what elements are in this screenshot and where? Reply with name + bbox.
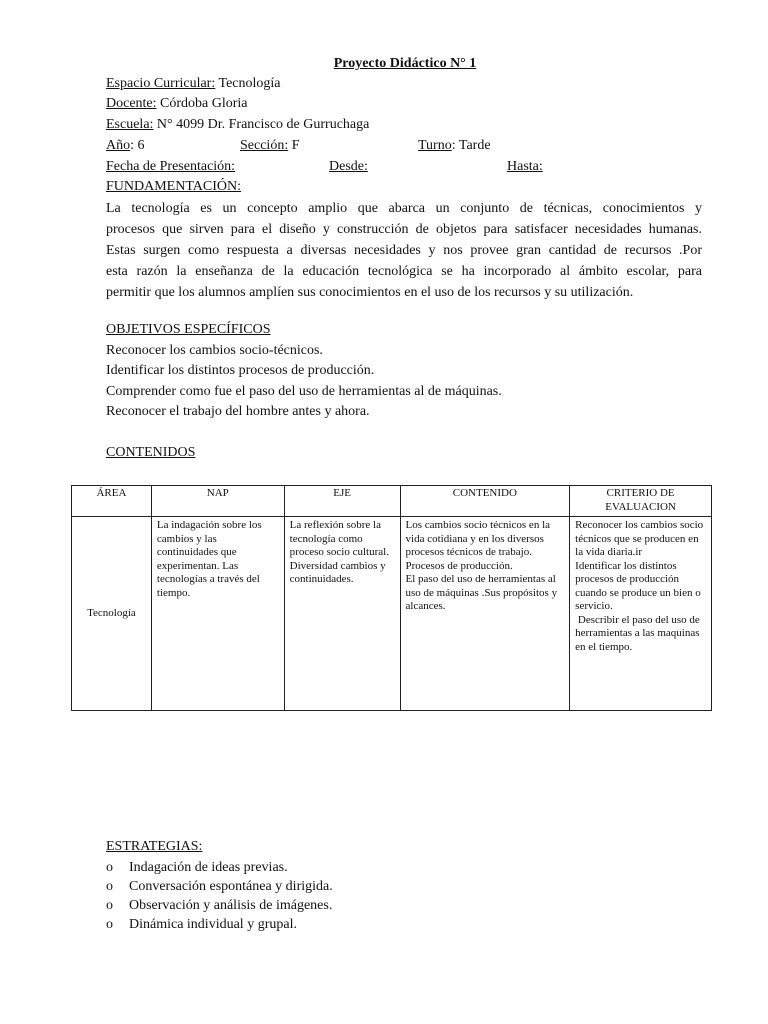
- contenidos-table: [71, 485, 712, 711]
- anio-label: Año: [106, 138, 131, 153]
- header-nap: NAP: [151, 486, 284, 517]
- objetivo-item: Reconocer el trabajo del hombre antes y ahora.: [106, 404, 370, 419]
- contenido-item: El paso del uso de herramientas al uso de máquinas .Sus propósitos y alcances.: [405, 573, 558, 612]
- fundamentacion-paragraph: [106, 198, 702, 303]
- contenido-item: Procesos de producción.: [405, 559, 513, 572]
- bullet-icon: o: [106, 898, 113, 913]
- cell-area: Tecnología: [72, 517, 152, 711]
- objetivo-item: Reconocer los cambios socio-técnicos.: [106, 343, 323, 358]
- docente-line: [106, 96, 248, 112]
- estrategia-text: Observación y análisis de imágenes.: [129, 898, 333, 913]
- objetivos-heading: OBJETIVOS ESPECÍFICOS: [106, 322, 271, 337]
- criterio-item: Reconocer los cambios socio técnicos que se producen en la vida diaria.ir: [575, 519, 704, 558]
- estrategia-text: Conversación espontánea y dirigida.: [129, 879, 333, 894]
- criterio-item: Identificar los distintos procesos de producción cuando se produce un bien o servicio.: [575, 559, 701, 612]
- fundamentacion-line: permitir que los alumnos amplíen sus conocimientos en el uso de los recursos y su utilización.: [106, 285, 634, 300]
- list-item: [106, 896, 333, 915]
- docente-value: Córdoba Gloria: [156, 96, 248, 111]
- fundamentacion-line: La tecnología es un concepto amplio que abarca un conjunto de técnicas, conocimientos y: [106, 201, 702, 216]
- escuela-line: [106, 117, 369, 133]
- hasta-label: Hasta:: [507, 159, 543, 174]
- list-item: [106, 858, 333, 877]
- bullet-icon: o: [106, 860, 113, 875]
- contenido-item: Los cambios socio técnicos en la vida cotidiana y en los diversos procesos técnicos de trabajo.: [405, 519, 551, 558]
- list-item: [106, 877, 333, 896]
- objetivo-item: Comprender como fue el paso del uso de herramientas al de máquinas.: [106, 384, 502, 399]
- cell-contenido: [400, 517, 570, 711]
- anio-field: [106, 138, 145, 154]
- cell-nap: La indagación sobre los cambios y las continuidades que experimentan. Las tecnologías a través del tiempo.: [151, 517, 284, 711]
- desde-label: Desde:: [329, 159, 368, 174]
- criterio-item: Describir el paso del uso de herramientas a las maquinas en el tiempo.: [575, 613, 703, 653]
- fecha-presentacion-label: Fecha de Presentación:: [106, 159, 236, 174]
- page-title: Proyecto Didáctico N° 1: [333, 56, 477, 71]
- turno-field: [418, 138, 491, 154]
- seccion-value: F: [288, 138, 300, 153]
- espacio-curricular-label: Espacio Curricular:: [106, 76, 216, 91]
- fundamentacion-line: Estas surgen como respuesta a diversas necesidades y nos provee gran cantidad de recursos .Por: [106, 243, 702, 258]
- header-criterio: CRITERIO DE EVALUACION: [570, 486, 712, 517]
- table-header-row: [72, 486, 712, 517]
- fundamentacion-line: esta razón la enseñanza de la educación tecnológica se ha incorporado al ámbito escolar, para: [106, 264, 702, 279]
- header-eje: EJE: [284, 486, 400, 517]
- estrategias-heading: ESTRATEGIAS:: [106, 839, 203, 854]
- estrategia-text: Indagación de ideas previas.: [129, 860, 288, 875]
- estrategias-list: [106, 858, 333, 934]
- bullet-icon: o: [106, 879, 113, 894]
- fundamentacion-line: procesos que sirven para el diseño y construcción de objetos para satisfacer necesidades humanas.: [106, 222, 702, 237]
- turno-value: : Tarde: [451, 138, 491, 153]
- bullet-icon: o: [106, 917, 113, 932]
- docente-label: Docente:: [106, 96, 157, 111]
- escuela-value: N° 4099 Dr. Francisco de Gurruchaga: [153, 117, 370, 132]
- list-item: [106, 915, 333, 934]
- estrategia-text: Dinámica individual y grupal.: [129, 917, 297, 932]
- fundamentacion-heading: FUNDAMENTACIÓN:: [106, 179, 241, 194]
- escuela-label: Escuela:: [106, 117, 154, 132]
- cell-criterio: [570, 517, 712, 711]
- header-contenido: CONTENIDO: [400, 486, 570, 517]
- espacio-curricular-value: Tecnología: [215, 76, 281, 91]
- table-row: [72, 517, 712, 711]
- seccion-label: Sección:: [240, 138, 289, 153]
- turno-label: Turno: [418, 138, 452, 153]
- cell-eje: La reflexión sobre la tecnología como proceso socio cultural. Diversidad cambios y continuidades.: [284, 517, 400, 711]
- anio-value: : 6: [130, 138, 145, 153]
- contenidos-heading: CONTENIDOS: [106, 445, 196, 460]
- objetivo-item: Identificar los distintos procesos de producción.: [106, 363, 375, 378]
- espacio-curricular-line: [106, 76, 281, 92]
- header-area: ÁREA: [72, 486, 152, 517]
- seccion-field: [240, 138, 300, 154]
